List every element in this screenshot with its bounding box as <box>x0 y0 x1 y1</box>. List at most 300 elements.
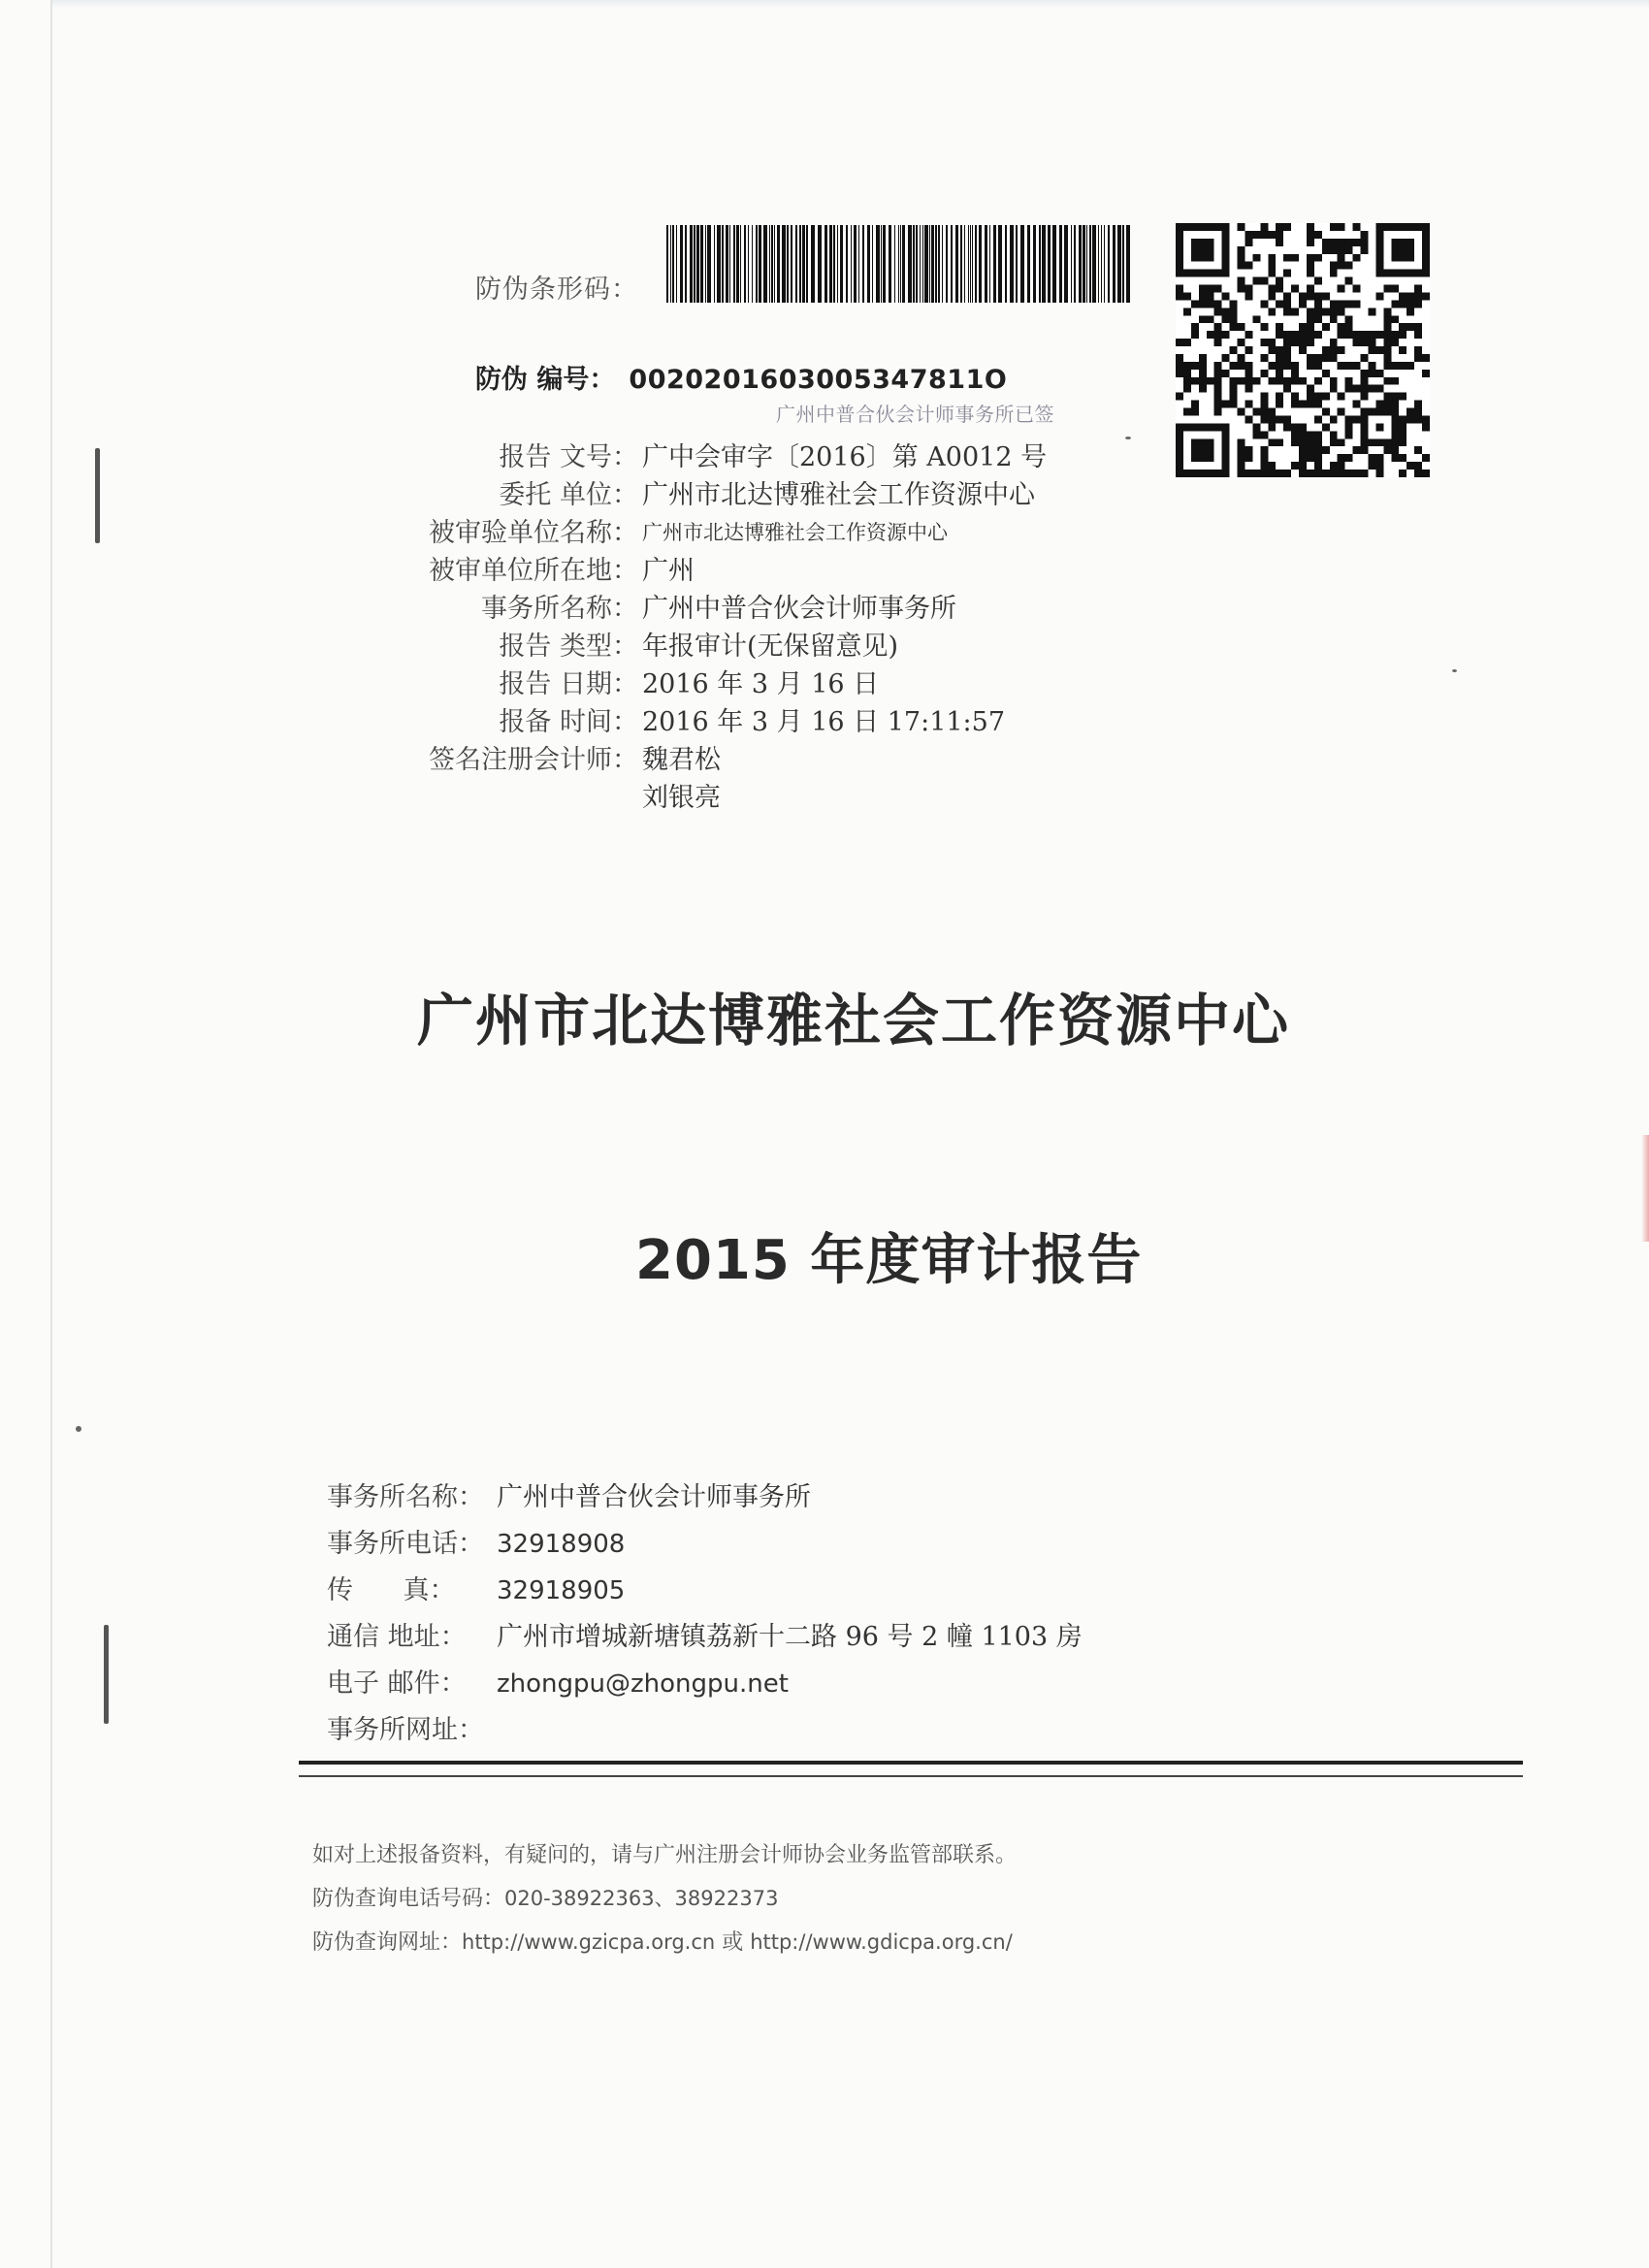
qr-module <box>1345 385 1353 393</box>
qr-module <box>1399 423 1406 431</box>
qr-module <box>1214 285 1222 293</box>
qr-module <box>1291 423 1299 431</box>
qr-module <box>1375 385 1383 393</box>
page-top-edge <box>50 0 1649 8</box>
qr-module <box>1322 354 1330 362</box>
qr-module <box>1191 401 1199 408</box>
anti-counterfeit-value: 0020201603005347811O <box>629 365 1008 395</box>
qr-module <box>1314 415 1322 423</box>
entity-location-row <box>415 552 1143 590</box>
qr-module <box>1375 401 1383 408</box>
qr-module <box>1345 246 1353 254</box>
qr-module <box>1414 415 1422 423</box>
qr-module <box>1391 339 1399 346</box>
qr-module <box>1307 446 1314 454</box>
info-value: 广州 <box>642 556 695 586</box>
qr-module <box>1314 470 1322 477</box>
qr-module <box>1238 438 1245 446</box>
scan-speck <box>1452 669 1457 672</box>
qr-module <box>1353 300 1361 308</box>
info-label: 报告 日期： <box>499 669 638 699</box>
info-label: 事务所名称： <box>481 594 638 624</box>
firm-value: 32918905 <box>497 1576 626 1605</box>
firm-value: 广州中普合伙会计师事务所 <box>497 1482 811 1512</box>
qr-module <box>1383 377 1391 385</box>
firm-website-row <box>327 1707 1200 1754</box>
firm-value: zhongpu@zhongpu.net <box>497 1669 789 1699</box>
qr-module <box>1361 446 1369 454</box>
qr-module <box>1307 354 1314 362</box>
qr-module <box>1291 339 1299 346</box>
qr-module <box>1183 408 1191 416</box>
qr-module <box>1183 377 1191 385</box>
qr-module <box>1268 270 1276 277</box>
qr-module <box>1338 454 1345 462</box>
qr-module <box>1260 393 1268 401</box>
qr-module <box>1222 331 1230 339</box>
qr-module <box>1353 331 1361 339</box>
qr-module <box>1299 401 1307 408</box>
qr-module <box>1252 470 1260 477</box>
firm-label: 事务所名称： <box>327 1482 484 1512</box>
qr-module <box>1268 308 1276 315</box>
qr-module <box>1307 393 1314 401</box>
qr-module <box>1314 308 1322 315</box>
info-value: 魏君松 <box>642 745 721 775</box>
qr-module <box>1238 377 1245 385</box>
qr-module <box>1291 254 1299 262</box>
qr-module <box>1238 285 1245 293</box>
qr-module <box>1276 300 1283 308</box>
qr-module <box>1245 362 1252 370</box>
qr-module <box>1268 470 1276 477</box>
qr-module <box>1345 431 1353 438</box>
organization-title: 广州市北达博雅社会工作资源中心 <box>417 988 1291 1053</box>
qr-module <box>1406 415 1414 423</box>
firm-label: 电子 邮件： <box>327 1669 467 1699</box>
qr-module <box>1276 362 1283 370</box>
qr-module <box>1399 393 1406 401</box>
qr-module <box>1238 408 1245 416</box>
qr-module <box>1214 308 1222 315</box>
signed-stamp-text: 广州中普合伙会计师事务所已签 <box>776 403 1054 426</box>
firm-label: 事务所电话： <box>327 1529 484 1559</box>
info-value: 广中会审字〔2016〕第 A0012 号 <box>642 442 1048 472</box>
staple-mark <box>95 448 100 543</box>
qr-module <box>1391 331 1399 339</box>
qr-module <box>1276 470 1283 477</box>
qr-module <box>1283 470 1291 477</box>
qr-module <box>1268 285 1276 293</box>
qr-module <box>1276 231 1283 239</box>
qr-module <box>1314 354 1322 362</box>
qr-module <box>1361 385 1369 393</box>
qr-module <box>1214 401 1222 408</box>
qr-module <box>1299 377 1307 385</box>
qr-module <box>1283 270 1291 277</box>
signing-cpa-row <box>415 741 1143 779</box>
qr-module <box>1330 339 1338 346</box>
qr-module <box>1314 300 1322 308</box>
qr-module <box>1383 346 1391 354</box>
qr-module <box>1322 239 1330 246</box>
qr-module <box>1353 254 1361 262</box>
qr-module <box>1222 401 1230 408</box>
client-row <box>415 476 1143 514</box>
qr-module <box>1338 308 1345 315</box>
qr-module <box>1245 346 1252 354</box>
qr-module <box>1353 239 1361 246</box>
qr-module <box>1307 385 1314 393</box>
qr-module <box>1260 370 1268 377</box>
qr-module <box>1383 285 1391 293</box>
qr-module <box>1353 401 1361 408</box>
qr-module <box>1383 362 1391 370</box>
qr-module <box>1368 331 1375 339</box>
qr-module <box>1314 377 1322 385</box>
qr-module <box>1353 415 1361 423</box>
firm-phone-row <box>327 1521 1200 1568</box>
qr-module <box>1391 401 1399 408</box>
qr-module <box>1307 239 1314 246</box>
qr-module <box>1345 423 1353 431</box>
qr-module <box>1260 462 1268 470</box>
qr-module <box>1383 393 1391 401</box>
qr-module <box>1291 362 1299 370</box>
qr-module <box>1338 285 1345 293</box>
qr-module <box>1391 315 1399 323</box>
qr-module <box>1307 470 1314 477</box>
qr-module <box>1268 423 1276 431</box>
firm-address-row <box>327 1614 1200 1661</box>
qr-module <box>1276 285 1283 293</box>
qr-module <box>1353 223 1361 231</box>
qr-module <box>1307 254 1314 262</box>
qr-module <box>1191 377 1199 385</box>
qr-module <box>1214 331 1222 339</box>
qr-module <box>1314 254 1322 262</box>
qr-module <box>1183 339 1191 346</box>
qr-module <box>1338 362 1345 370</box>
qr-module <box>1260 446 1268 454</box>
barcode-image <box>666 225 1138 303</box>
qr-module <box>1299 423 1307 431</box>
qr-module <box>1222 370 1230 377</box>
qr-module <box>1199 362 1207 370</box>
qr-module <box>1361 246 1369 254</box>
qr-module <box>1422 292 1430 300</box>
report-title: 2015 年度审计报告 <box>635 1229 1143 1292</box>
qr-module <box>1283 339 1291 346</box>
qr-module <box>1330 262 1338 270</box>
signing-cpa-row-2 <box>415 779 1143 817</box>
qr-module <box>1330 239 1338 246</box>
qr-module <box>1268 254 1276 262</box>
qr-module <box>1345 262 1353 270</box>
qr-module <box>1276 370 1283 377</box>
qr-module <box>1368 346 1375 354</box>
qr-module <box>1214 300 1222 308</box>
qr-module <box>1338 239 1345 246</box>
info-label: 委托 单位： <box>499 480 638 510</box>
qr-module <box>1238 454 1245 462</box>
qr-module <box>1299 462 1307 470</box>
qr-module <box>1314 393 1322 401</box>
qr-module <box>1283 331 1291 339</box>
qr-module <box>1361 377 1369 385</box>
qr-module <box>1353 339 1361 346</box>
qr-module <box>1260 323 1268 331</box>
firm-email-row <box>327 1661 1200 1707</box>
firm-label: 通信 地址： <box>327 1622 467 1652</box>
qr-module <box>1368 339 1375 346</box>
qr-module <box>1307 308 1314 315</box>
qr-module <box>1214 370 1222 377</box>
qr-module <box>1207 315 1214 323</box>
staple-mark <box>104 1625 109 1724</box>
qr-module <box>1330 223 1338 231</box>
qr-module <box>1338 331 1345 339</box>
qr-module <box>1291 401 1299 408</box>
qr-module <box>1245 239 1252 246</box>
qr-module <box>1322 246 1330 254</box>
qr-module <box>1276 415 1283 423</box>
qr-module <box>1322 408 1330 416</box>
qr-module <box>1338 346 1345 354</box>
qr-module <box>1238 262 1245 270</box>
qr-module <box>1268 231 1276 239</box>
qr-module <box>1414 346 1422 354</box>
qr-module <box>1322 346 1330 354</box>
report-info-block <box>415 438 1143 817</box>
qr-module <box>1338 470 1345 477</box>
qr-module <box>1268 415 1276 423</box>
qr-module <box>1283 385 1291 393</box>
info-value: 年报审计(无保留意见) <box>642 632 899 662</box>
qr-module <box>1375 470 1383 477</box>
qr-module <box>1268 346 1276 354</box>
qr-module <box>1307 323 1314 331</box>
qr-module <box>1353 285 1361 293</box>
qr-module <box>1176 393 1183 401</box>
qr-module <box>1383 354 1391 362</box>
qr-module <box>1276 239 1283 246</box>
qr-module <box>1260 354 1268 362</box>
qr-module <box>1260 408 1268 416</box>
qr-module <box>1338 393 1345 401</box>
qr-module <box>1183 370 1191 377</box>
qr-module <box>1307 454 1314 462</box>
qr-module <box>1299 431 1307 438</box>
qr-module <box>1276 401 1283 408</box>
qr-module <box>1361 231 1369 239</box>
qr-module <box>1183 292 1191 300</box>
qr-module <box>1414 470 1422 477</box>
qr-module <box>1222 315 1230 323</box>
qr-module <box>1222 308 1230 315</box>
firm-contact-block <box>327 1474 1200 1754</box>
info-value: 广州中普合伙会计师事务所 <box>642 594 956 624</box>
footer-phone-value: 020-38922363、38922373 <box>504 1887 779 1910</box>
qr-module <box>1391 377 1399 385</box>
qr-module <box>1214 323 1222 331</box>
qr-code-image <box>1176 223 1430 477</box>
qr-module <box>1283 415 1291 423</box>
qr-module <box>1214 385 1222 393</box>
qr-module <box>1260 231 1268 239</box>
qr-module <box>1199 354 1207 362</box>
qr-module <box>1245 231 1252 239</box>
qr-module <box>1330 385 1338 393</box>
qr-code-graphic <box>1176 223 1430 477</box>
qr-module <box>1276 346 1283 354</box>
qr-module <box>1230 401 1238 408</box>
qr-module <box>1314 331 1322 339</box>
qr-module <box>1238 362 1245 370</box>
firm-name-row <box>327 1474 1200 1521</box>
qr-module <box>1391 362 1399 370</box>
qr-module <box>1353 470 1361 477</box>
qr-module <box>1368 462 1375 470</box>
qr-module <box>1238 223 1245 231</box>
qr-module <box>1307 315 1314 323</box>
qr-module <box>1299 454 1307 462</box>
footer-web-link-2[interactable]: http://www.gdicpa.org.cn/ <box>750 1930 1013 1954</box>
footer-web-label: 防伪查询网址： <box>312 1930 463 1955</box>
info-value: 广州市北达博雅社会工作资源中心 <box>642 480 1035 510</box>
qr-module <box>1307 339 1314 346</box>
qr-module <box>1383 331 1391 339</box>
qr-module <box>1414 331 1422 339</box>
qr-module <box>1299 339 1307 346</box>
qr-module <box>1314 438 1322 446</box>
qr-module <box>1245 377 1252 385</box>
qr-module <box>1176 370 1183 377</box>
qr-module <box>1283 346 1291 354</box>
qr-module <box>1314 446 1322 454</box>
qr-module <box>1238 254 1245 262</box>
qr-module <box>1345 454 1353 462</box>
qr-module <box>1399 346 1406 354</box>
qr-module <box>1238 277 1245 285</box>
qr-module <box>1214 339 1222 346</box>
qr-module <box>1238 354 1245 362</box>
qr-module <box>1199 292 1207 300</box>
qr-module <box>1260 339 1268 346</box>
qr-module <box>1353 385 1361 393</box>
qr-module <box>1291 308 1299 315</box>
qr-module <box>1391 393 1399 401</box>
qr-module <box>1307 292 1314 300</box>
qr-module <box>1361 370 1369 377</box>
qr-module <box>1406 408 1414 416</box>
qr-module <box>1353 446 1361 454</box>
qr-module <box>1330 346 1338 354</box>
qr-module <box>1276 323 1283 331</box>
qr-module <box>1330 354 1338 362</box>
qr-module <box>1345 470 1353 477</box>
qr-module <box>1245 370 1252 377</box>
qr-module <box>1422 423 1430 431</box>
qr-module <box>1252 431 1260 438</box>
qr-module <box>1199 377 1207 385</box>
qr-module <box>1199 370 1207 377</box>
qr-module <box>1422 354 1430 362</box>
qr-module <box>1245 292 1252 300</box>
qr-module <box>1345 315 1353 323</box>
qr-module <box>1230 385 1238 393</box>
qr-module <box>1338 246 1345 254</box>
qr-module <box>1291 431 1299 438</box>
qr-module <box>1299 346 1307 354</box>
qr-module <box>1260 223 1268 231</box>
qr-module <box>1322 308 1330 315</box>
qr-module <box>1391 285 1399 293</box>
qr-module <box>1338 323 1345 331</box>
qr-module <box>1422 454 1430 462</box>
qr-module <box>1252 254 1260 262</box>
qr-module <box>1245 415 1252 423</box>
qr-module <box>1399 454 1406 462</box>
qr-module <box>1406 462 1414 470</box>
qr-module <box>1176 285 1183 293</box>
anti-counterfeit-label: 防伪 编号： <box>475 365 616 395</box>
qr-module <box>1375 462 1383 470</box>
qr-module <box>1283 254 1291 262</box>
qr-module <box>1414 323 1422 331</box>
qr-module <box>1322 323 1330 331</box>
qr-module <box>1283 354 1291 362</box>
qr-module <box>1422 470 1430 477</box>
qr-module <box>1399 362 1406 370</box>
qr-module <box>1391 239 1414 262</box>
qr-module <box>1322 370 1330 377</box>
report-type-row <box>415 628 1143 665</box>
qr-module <box>1260 454 1268 462</box>
qr-module <box>1399 431 1406 438</box>
qr-module <box>1338 462 1345 470</box>
qr-module <box>1368 454 1375 462</box>
qr-module <box>1230 323 1238 331</box>
qr-module <box>1314 462 1322 470</box>
qr-module <box>1291 370 1299 377</box>
qr-module <box>1299 300 1307 308</box>
qr-module <box>1361 331 1369 339</box>
qr-module <box>1353 362 1361 370</box>
qr-module <box>1345 362 1353 370</box>
qr-module <box>1307 401 1314 408</box>
qr-module <box>1245 470 1252 477</box>
footer-web-link-1[interactable]: http://www.gzicpa.org.cn <box>462 1930 716 1954</box>
qr-module <box>1245 285 1252 293</box>
qr-module <box>1260 277 1268 285</box>
qr-module <box>1214 377 1222 385</box>
info-label: 签名注册会计师： <box>429 745 638 775</box>
qr-module <box>1399 415 1406 423</box>
qr-module <box>1314 231 1322 239</box>
info-value: 2016 年 3 月 16 日 <box>642 669 880 699</box>
qr-module <box>1291 377 1299 385</box>
qr-module <box>1245 446 1252 454</box>
qr-module <box>1422 370 1430 377</box>
qr-module <box>1176 362 1183 370</box>
qr-module <box>1307 231 1314 239</box>
qr-module <box>1383 323 1391 331</box>
qr-module <box>1176 339 1183 346</box>
qr-module <box>1299 446 1307 454</box>
qr-module <box>1214 408 1222 416</box>
qr-module <box>1330 315 1338 323</box>
